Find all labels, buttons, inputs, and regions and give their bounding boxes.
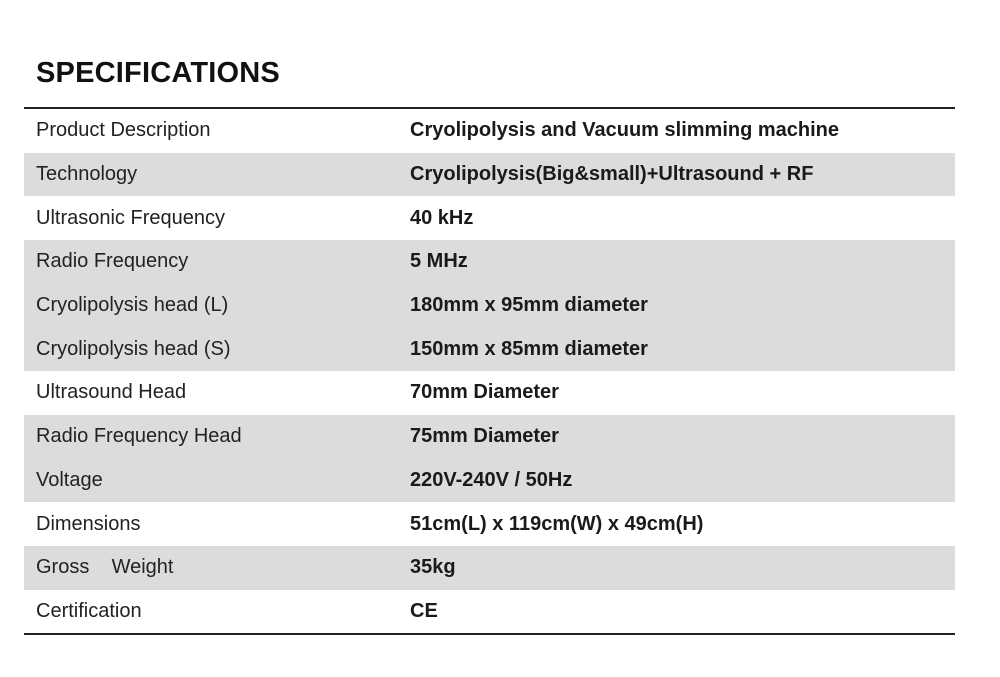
- table-row: [24, 109, 955, 153]
- spec-label: Cryolipolysis head (S): [36, 337, 231, 360]
- spec-value: Cryolipolysis(Big&small)+Ultrasound + RF: [410, 163, 814, 186]
- spec-value: 70mm Diameter: [410, 381, 559, 404]
- spec-value: 51cm(L) x 119cm(W) x 49cm(H): [410, 512, 704, 535]
- table-row: [24, 502, 955, 546]
- table-row: [24, 153, 955, 197]
- spec-label: Voltage: [36, 468, 103, 491]
- spec-label: Gross Weight: [36, 556, 174, 579]
- table-row: [24, 284, 955, 328]
- spec-label: Radio Frequency Head: [36, 425, 242, 448]
- specifications-table: [24, 107, 955, 635]
- spec-value: 180mm x 95mm diameter: [410, 294, 648, 317]
- table-row: [24, 196, 955, 240]
- spec-label: Technology: [36, 163, 138, 186]
- spec-value: 220V-240V / 50Hz: [410, 468, 573, 491]
- spec-label: Ultrasound Head: [36, 381, 187, 404]
- spec-label: Cryolipolysis head (L): [36, 294, 229, 317]
- table-row: [24, 459, 955, 503]
- spec-value: 35kg: [410, 556, 456, 579]
- spec-label: Certification: [36, 599, 142, 622]
- spec-value: 5 MHz: [410, 250, 468, 273]
- table-row: [24, 415, 955, 459]
- table-row: [24, 546, 955, 590]
- spec-value: Cryolipolysis and Vacuum slimming machine: [410, 119, 840, 142]
- spec-label: Product Description: [36, 119, 211, 142]
- table-row: [24, 371, 955, 415]
- table-row: [24, 327, 955, 371]
- spec-value: 75mm Diameter: [410, 425, 559, 448]
- spec-value: 40 kHz: [410, 206, 474, 229]
- page-title: SPECIFICATIONS: [36, 57, 280, 89]
- table-row: [24, 590, 955, 634]
- spec-label: Dimensions: [36, 512, 141, 535]
- spec-value: CE: [410, 599, 438, 622]
- spec-value: 150mm x 85mm diameter: [410, 337, 648, 360]
- spec-label: Ultrasonic Frequency: [36, 206, 225, 229]
- spec-label: Radio Frequency: [36, 250, 189, 273]
- table-row: [24, 240, 955, 284]
